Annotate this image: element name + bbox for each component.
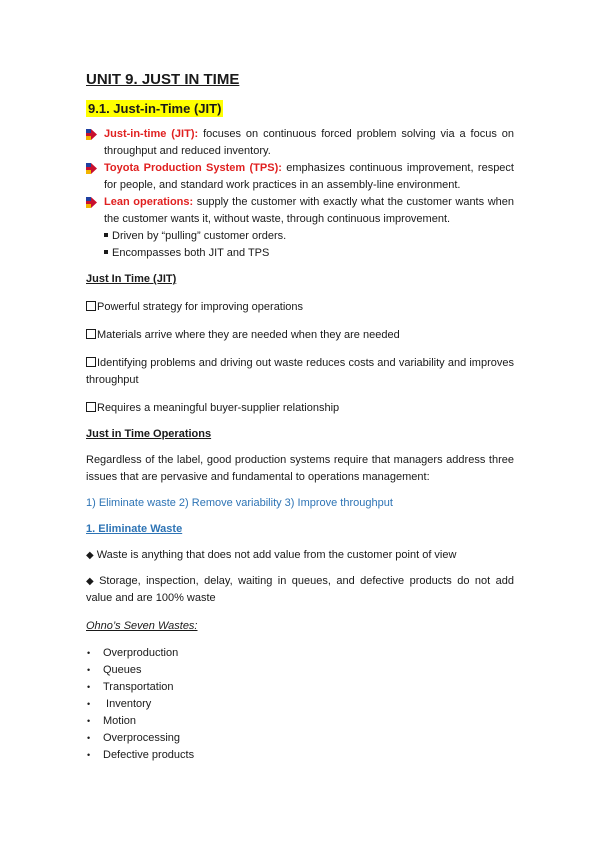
bullet-tps [86,160,514,194]
seven-wastes-heading: Ohno’s Seven Wastes: [86,620,198,632]
desc-jit: focuses on continuous forced problem solving via a focus on throughput and reduced inventory. [104,128,515,157]
sub-bullet: Driven by “pulling” customer orders. [86,228,514,245]
term-jit: Just-in-time (JIT): [104,128,199,140]
jit-heading: Just In Time (JIT) [86,273,177,285]
term-lean: Lean operations: [104,196,194,208]
document-page [86,70,514,764]
bullet-jit [86,126,514,160]
list-item: • Inventory [86,696,514,713]
page-title: UNIT 9. JUST IN TIME [86,71,240,88]
square-bullet-icon [104,250,108,254]
bullet-icon: • [87,682,91,692]
bullet-icon: • [87,699,91,709]
bullet-icon: • [87,648,91,658]
list-item: • Transportation [86,679,514,696]
list-item: • Queues [86,662,514,679]
seven-wastes-list [86,645,514,764]
waste-point: ◆ Waste is anything that does not add value from the customer point of view [86,549,457,561]
waste-point: ◆ Storage, inspection, delay, waiting in queues, and defective products do not add value and are 100% waste [86,575,514,604]
ops-heading: Just in Time Operations [86,428,212,440]
bullet-lean [86,194,514,228]
term-tps: Toyota Production System (TPS): [104,162,282,174]
checkbox-bullet-icon [86,301,96,311]
jit-point: Powerful strategy for improving operations [86,299,514,316]
bullet-icon: • [87,665,91,675]
desc-lean: supply the customer with exactly what the customer wants when the customer wants it, without waste, through continuous improvement. [104,196,515,225]
eliminate-waste-heading: 1. Eliminate Waste [86,523,183,535]
arrow-bullet-icon [86,197,97,208]
diamond-bullet-icon: ◆ [86,550,94,561]
bullet-icon: • [87,733,91,743]
checkbox-bullet-icon [86,357,96,367]
desc-tps: emphasizes continuous improvement, respect for people, and standard work practices in an assembly-line environment. [104,162,514,191]
section-heading: 9.1. Just-in-Time (JIT) [88,101,222,116]
jit-point: Materials arrive where they are needed when they are needed [86,327,514,344]
bullet-icon: • [87,716,91,726]
list-item: • Motion [86,713,514,730]
bullet-icon: • [87,750,91,760]
jit-point: Identifying problems and driving out waste reduces costs and variability and improves throughput [86,357,514,386]
list-item: • Defective products [86,747,514,764]
issues-line: 1) Eliminate waste 2) Remove variability 3) Improve throughput [86,497,393,509]
square-bullet-icon [104,233,108,237]
checkbox-bullet-icon [86,402,96,412]
sub-bullet: Encompasses both JIT and TPS [86,245,514,262]
diamond-bullet-icon: ◆ [86,576,97,587]
arrow-bullet-icon [86,129,97,140]
list-item: • Overprocessing [86,730,514,747]
list-item: • Overproduction [86,645,514,662]
checkbox-bullet-icon [86,329,96,339]
jit-point: Requires a meaningful buyer-supplier relationship [86,400,514,417]
arrow-bullet-icon [86,163,97,174]
ops-paragraph: Regardless of the label, good production systems require that managers address three issues that are pervasive and fundamental to operations management: [86,454,514,483]
